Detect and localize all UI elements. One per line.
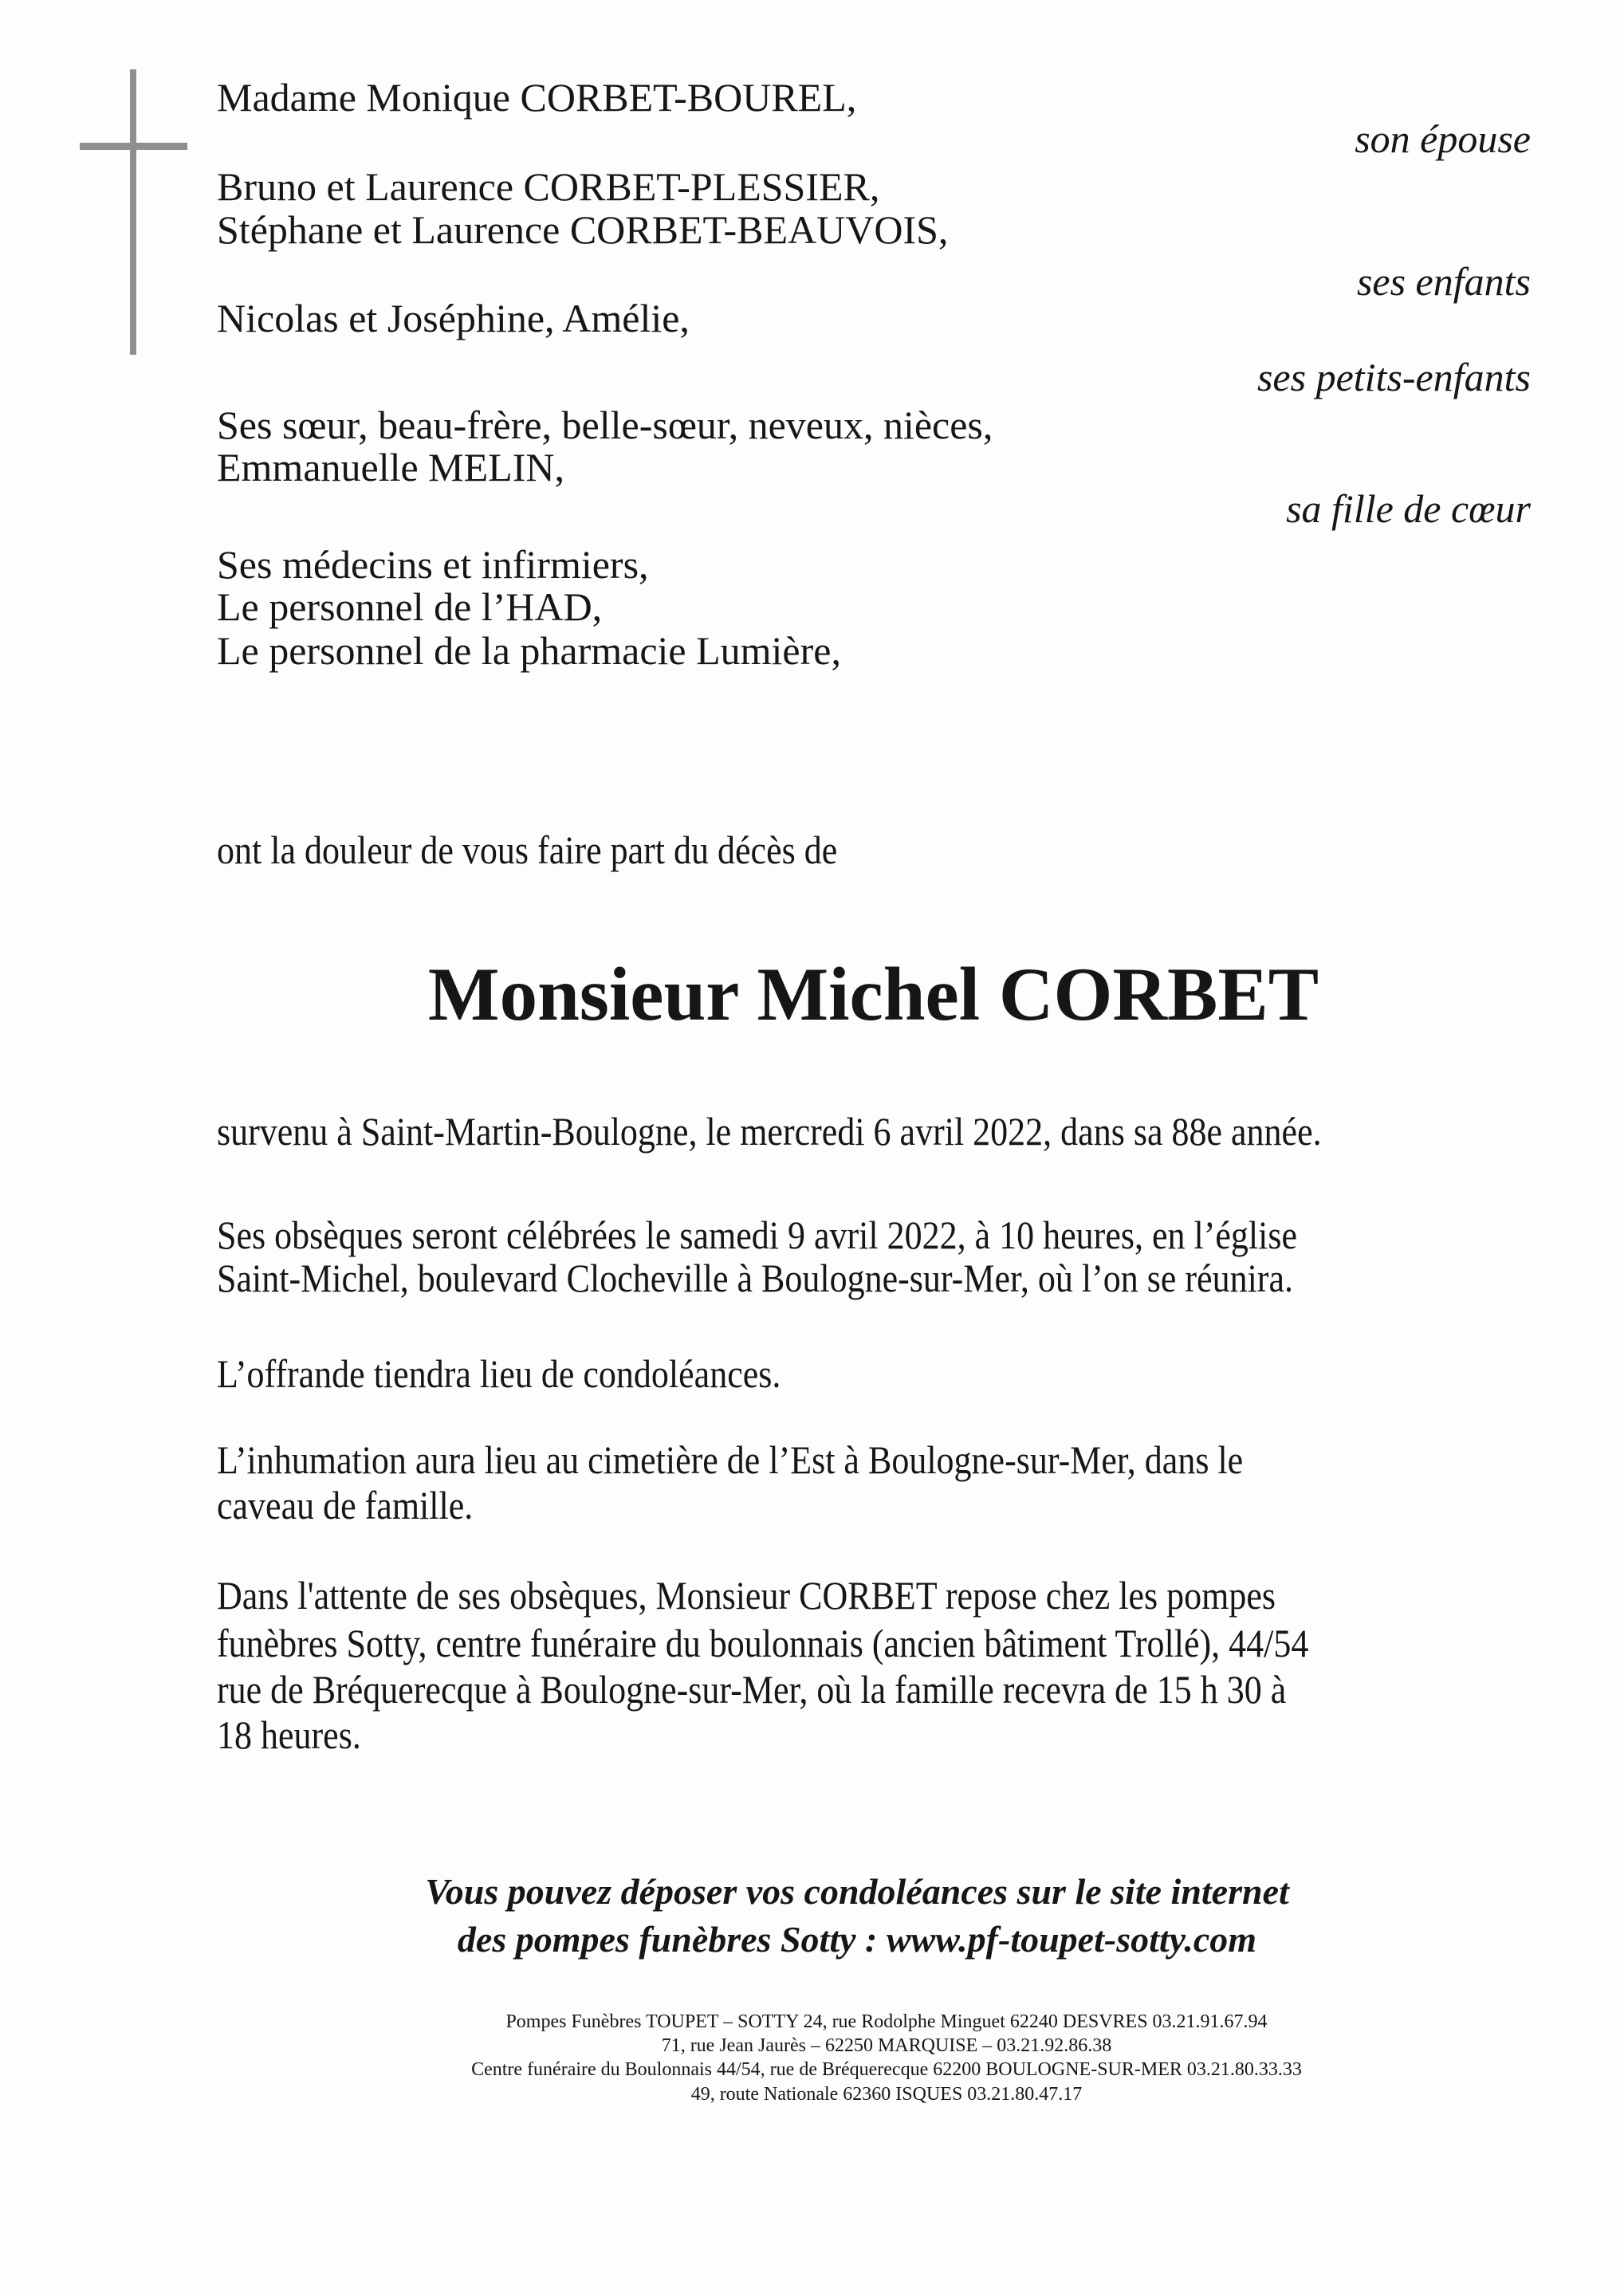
children-names-line-2: Stéphane et Laurence CORBET-BEAUVOIS, [217, 207, 949, 252]
caregivers-line-1: Ses médecins et infirmiers, [217, 542, 649, 587]
relatives-relation-label: sa fille de cœur [1286, 486, 1531, 531]
death-details-line: survenu à Saint-Martin-Boulogne, le mercredi 6 avril 2022, dans sa 88e année. [217, 1109, 1322, 1154]
footer-address-line-4: 49, route Nationale 62360 ISQUES 03.21.80.47.17 [690, 2084, 1083, 2105]
footer-address-line-3: Centre funéraire du Boulonnais 44/54, rue de Bréquerecque 62200 BOULOGNE-SUR-MER 03.21.80.33.33 [471, 2059, 1302, 2080]
relatives-line-2: Emmanuelle MELIN, [217, 445, 564, 489]
caregivers-line-2: Le personnel de l’HAD, [217, 584, 603, 629]
cross-horizontal-bar [80, 143, 187, 150]
online-condolences-line-1: Vous pouvez déposer vos condoléances sur le site internet [425, 1871, 1289, 1912]
children-relation-label: ses enfants [1356, 259, 1531, 304]
funeral-line-1: Ses obsèques seront célébrées le samedi 9 avril 2022, à 10 heures, en l’église [217, 1213, 1298, 1257]
caregivers-line-3: Le personnel de la pharmacie Lumière, [217, 628, 841, 673]
repose-line-2: funèbres Sotty, centre funéraire du boulonnais (ancien bâtiment Trollé), 44/54 [217, 1621, 1309, 1665]
spouse-name-line: Madame Monique CORBET-BOUREL, [217, 75, 857, 120]
footer-address-line-2: 71, rue Jean Jaurès – 62250 MARQUISE – 03.21.92.86.38 [661, 2035, 1112, 2056]
repose-line-1: Dans l'attente de ses obsèques, Monsieur CORBET repose chez les pompes [217, 1573, 1276, 1618]
funeral-line-2: Saint-Michel, boulevard Clocheville à Boulogne-sur-Mer, où l’on se réunira. [217, 1256, 1294, 1300]
online-condolences-line-2: des pompes funèbres Sotty : www.pf-toupet-sotty.com [457, 1919, 1257, 1960]
relatives-line-1: Ses sœur, beau-frère, belle-sœur, neveux, nièces, [217, 403, 993, 447]
burial-line-2: caveau de famille. [217, 1483, 474, 1527]
deceased-name-title: Monsieur Michel CORBET [427, 952, 1319, 1036]
offering-line: L’offrande tiendra lieu de condoléances. [217, 1351, 781, 1396]
cross-vertical-bar [130, 69, 136, 355]
footer-address-line-1: Pompes Funèbres TOUPET – SOTTY 24, rue Rodolphe Minguet 62240 DESVRES 03.21.91.67.94 [505, 2011, 1268, 2032]
repose-line-4: 18 heures. [217, 1712, 361, 1757]
children-names-line-1: Bruno et Laurence CORBET-PLESSIER, [217, 164, 880, 209]
intro-line: ont la douleur de vous faire part du décès de [217, 828, 838, 872]
grandchildren-relation-label: ses petits-enfants [1256, 355, 1531, 399]
grandchildren-names-line: Nicolas et Joséphine, Amélie, [217, 296, 690, 340]
burial-line-1: L’inhumation aura lieu au cimetière de l’Est à Boulogne-sur-Mer, dans le [217, 1437, 1244, 1482]
spouse-relation-label: son épouse [1355, 116, 1531, 161]
repose-line-3: rue de Bréquerecque à Boulogne-sur-Mer, où la famille recevra de 15 h 30 à [217, 1667, 1287, 1712]
